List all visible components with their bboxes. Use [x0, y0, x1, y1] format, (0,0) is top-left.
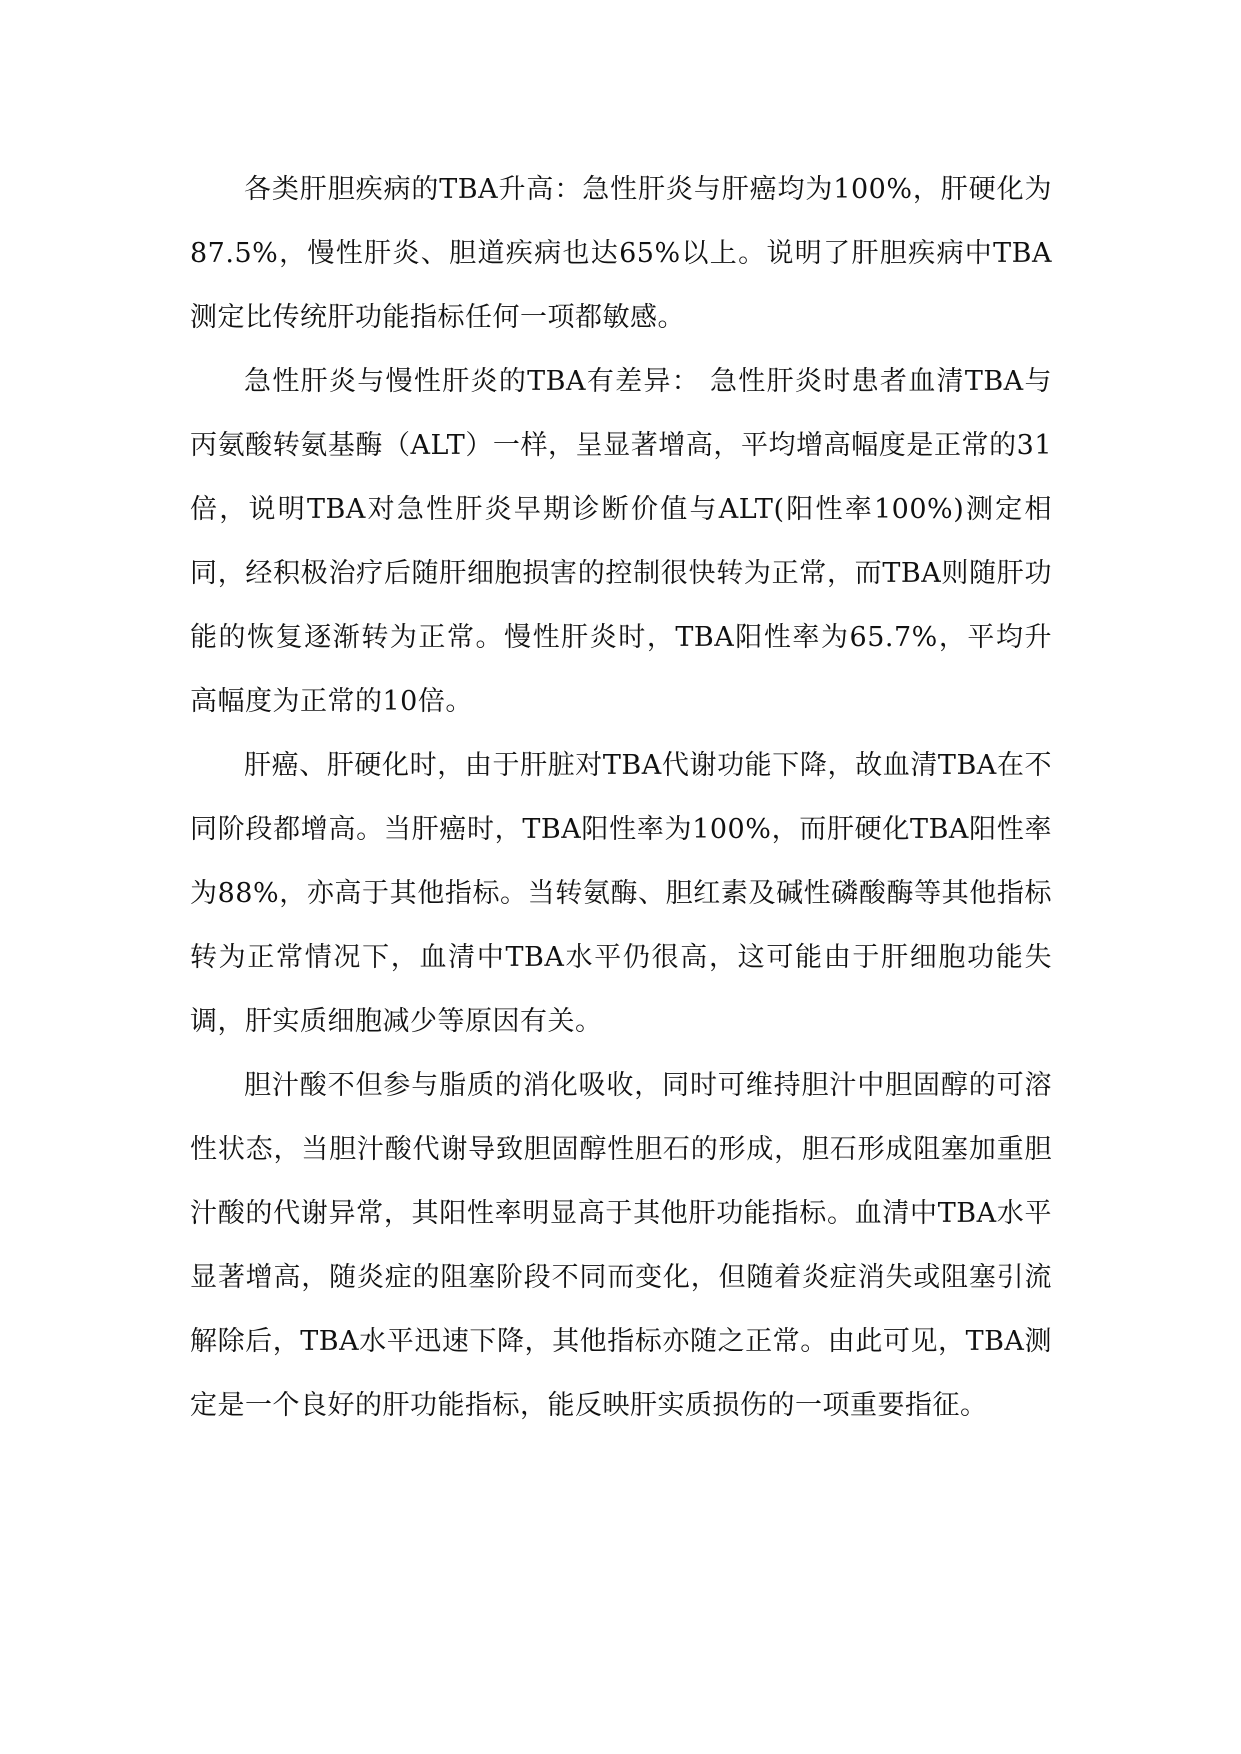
document-body: [190, 158, 1052, 1438]
paragraph-tba-liver-diseases: 各类肝胆疾病的TBA升高：急性肝炎与肝癌均为100%，肝硬化为87.5%，慢性肝炎、胆道疾病也达65%以上。说明了肝胆疾病中TBA测定比传统肝功能指标任何一项都敏感。: [190, 174, 1052, 333]
paragraph-bile-acid-gallstones: 胆汁酸不但参与脂质的消化吸收，同时可维持胆汁中胆固醇的可溶性状态，当胆汁酸代谢导致胆固醇性胆石的形成，胆石形成阻塞加重胆汁酸的代谢异常，其阳性率明显高于其他肝功能指标。血清中TBA水平显著增高，随炎症的阻塞阶段不同而变化，但随着炎症消失或阻塞引流解除后，TBA水平迅速下降，其他指标亦随之正常。由此可见，TBA测定是一个良好的肝功能指标，能反映肝实质损伤的一项重要指征。: [190, 1070, 1052, 1421]
paragraph-acute-chronic-hepatitis: 急性肝炎与慢性肝炎的TBA有差异： 急性肝炎时患者血清TBA与丙氨酸转氨基酶（ALT）一样，呈显著增高，平均增高幅度是正常的31倍，说明TBA对急性肝炎早期诊断价值与ALT(阳性率100%)测定相同，经积极治疗后随肝细胞损害的控制很快转为正常，而TBA则随肝功能的恢复逐渐转为正常。慢性肝炎时，TBA阳性率为65.7%，平均升高幅度为正常的10倍。: [190, 366, 1052, 717]
paragraph-liver-cancer-cirrhosis: 肝癌、肝硬化时，由于肝脏对TBA代谢功能下降，故血清TBA在不同阶段都增高。当肝癌时，TBA阳性率为100%，而肝硬化TBA阳性率为88%，亦高于其他指标。当转氨酶、胆红素及碱性磷酸酶等其他指标转为正常情况下，血清中TBA水平仍很高，这可能由于肝细胞功能失调，肝实质细胞减少等原因有关。: [190, 750, 1052, 1037]
